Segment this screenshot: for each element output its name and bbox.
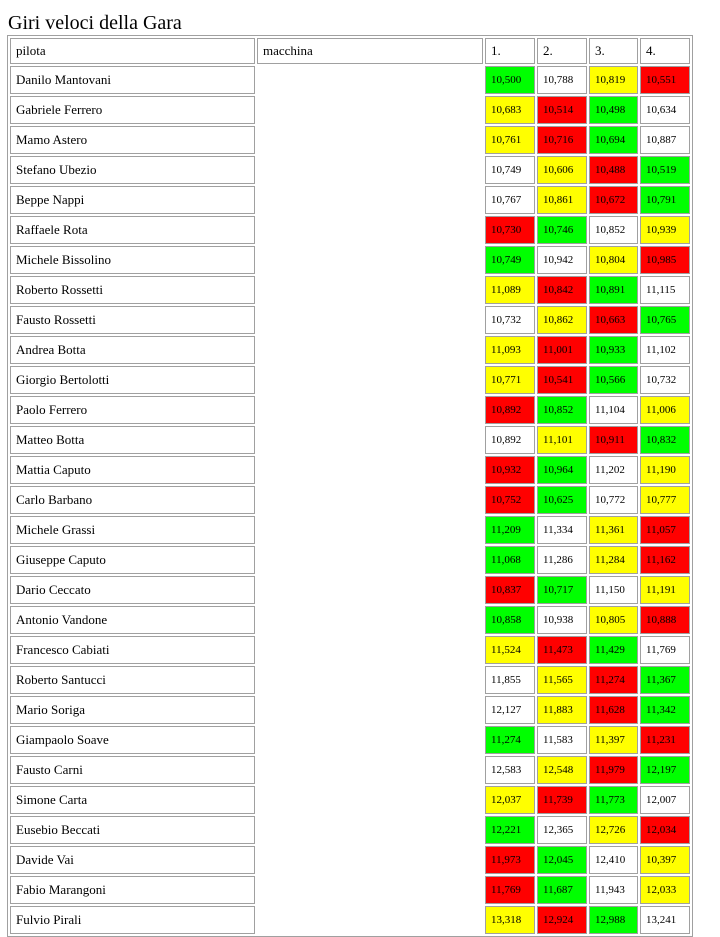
lap-time-2: 10,862 (537, 306, 587, 334)
header-macchina: macchina (257, 38, 483, 64)
driver-name: Fabio Marangoni (10, 876, 255, 904)
lap-time-1: 10,752 (485, 486, 535, 514)
lap-time-3: 11,943 (589, 876, 638, 904)
lap-time-3: 10,566 (589, 366, 638, 394)
car-cell (257, 156, 483, 184)
lap-time-3: 10,891 (589, 276, 638, 304)
lap-time-4: 10,985 (640, 246, 690, 274)
car-cell (257, 366, 483, 394)
lap-time-4: 10,732 (640, 366, 690, 394)
driver-name: Stefano Ubezio (10, 156, 255, 184)
lap-time-1: 10,858 (485, 606, 535, 634)
lap-time-2: 10,964 (537, 456, 587, 484)
lap-time-3: 10,819 (589, 66, 638, 94)
lap-time-1: 11,089 (485, 276, 535, 304)
table-row (10, 306, 690, 334)
lap-time-4: 10,397 (640, 846, 690, 874)
lap-time-1: 11,973 (485, 846, 535, 874)
lap-time-2: 12,924 (537, 906, 587, 934)
lap-time-1: 11,068 (485, 546, 535, 574)
driver-name: Simone Carta (10, 786, 255, 814)
lap-time-1: 10,767 (485, 186, 535, 214)
car-cell (257, 246, 483, 274)
car-cell (257, 696, 483, 724)
car-cell (257, 216, 483, 244)
lap-time-3: 11,274 (589, 666, 638, 694)
lap-time-2: 10,716 (537, 126, 587, 154)
car-cell (257, 636, 483, 664)
driver-name: Giuseppe Caputo (10, 546, 255, 574)
driver-name: Antonio Vandone (10, 606, 255, 634)
driver-name: Giorgio Bertolotti (10, 366, 255, 394)
lap-time-4: 10,832 (640, 426, 690, 454)
lap-time-4: 13,241 (640, 906, 690, 934)
header-lap-4: 4. (640, 38, 690, 64)
car-cell (257, 426, 483, 454)
table-row (10, 156, 690, 184)
lap-time-1: 10,683 (485, 96, 535, 124)
table-row (10, 486, 690, 514)
lap-time-4: 11,769 (640, 636, 690, 664)
lap-time-1: 10,732 (485, 306, 535, 334)
lap-time-2: 12,365 (537, 816, 587, 844)
table-row (10, 696, 690, 724)
lap-time-4: 12,033 (640, 876, 690, 904)
lap-time-3: 10,772 (589, 486, 638, 514)
lap-time-4: 10,519 (640, 156, 690, 184)
lap-time-1: 11,855 (485, 666, 535, 694)
lap-time-3: 11,104 (589, 396, 638, 424)
car-cell (257, 516, 483, 544)
lap-time-2: 11,583 (537, 726, 587, 754)
table-row (10, 246, 690, 274)
driver-name: Fausto Rossetti (10, 306, 255, 334)
table-row (10, 786, 690, 814)
lap-time-4: 10,777 (640, 486, 690, 514)
lap-time-2: 12,548 (537, 756, 587, 784)
lap-time-4: 10,887 (640, 126, 690, 154)
car-cell (257, 666, 483, 694)
lap-time-2: 10,942 (537, 246, 587, 274)
car-cell (257, 816, 483, 844)
header-lap-2: 2. (537, 38, 587, 64)
lap-time-4: 12,007 (640, 786, 690, 814)
car-cell (257, 546, 483, 574)
lap-time-4: 11,115 (640, 276, 690, 304)
lap-time-1: 11,524 (485, 636, 535, 664)
lap-time-1: 12,221 (485, 816, 535, 844)
driver-name: Danilo Mantovani (10, 66, 255, 94)
driver-name: Paolo Ferrero (10, 396, 255, 424)
lap-time-1: 12,037 (485, 786, 535, 814)
lap-time-3: 11,628 (589, 696, 638, 724)
lap-time-3: 10,805 (589, 606, 638, 634)
lap-time-2: 11,286 (537, 546, 587, 574)
lap-time-2: 12,045 (537, 846, 587, 874)
driver-name: Raffaele Rota (10, 216, 255, 244)
driver-name: Beppe Nappi (10, 186, 255, 214)
lap-time-2: 11,001 (537, 336, 587, 364)
lap-time-1: 10,932 (485, 456, 535, 484)
lap-time-1: 11,093 (485, 336, 535, 364)
lap-time-2: 10,938 (537, 606, 587, 634)
table-row (10, 96, 690, 124)
table-row (10, 846, 690, 874)
header-row (10, 38, 690, 64)
lap-time-2: 11,565 (537, 666, 587, 694)
lap-time-4: 12,197 (640, 756, 690, 784)
lap-time-3: 11,284 (589, 546, 638, 574)
car-cell (257, 576, 483, 604)
lap-time-3: 10,694 (589, 126, 638, 154)
lap-time-2: 10,842 (537, 276, 587, 304)
table-row (10, 456, 690, 484)
driver-name: Gabriele Ferrero (10, 96, 255, 124)
lap-time-2: 10,861 (537, 186, 587, 214)
lap-time-3: 11,773 (589, 786, 638, 814)
driver-name: Fausto Carni (10, 756, 255, 784)
lap-time-2: 10,625 (537, 486, 587, 514)
lap-time-4: 10,765 (640, 306, 690, 334)
lap-time-2: 10,606 (537, 156, 587, 184)
lap-time-2: 10,514 (537, 96, 587, 124)
table-row (10, 516, 690, 544)
car-cell (257, 186, 483, 214)
table-row (10, 126, 690, 154)
lap-time-2: 11,883 (537, 696, 587, 724)
lap-time-4: 12,034 (640, 816, 690, 844)
lap-time-1: 11,209 (485, 516, 535, 544)
lap-time-4: 10,791 (640, 186, 690, 214)
driver-name: Andrea Botta (10, 336, 255, 364)
car-cell (257, 66, 483, 94)
table-row (10, 756, 690, 784)
lap-time-1: 13,318 (485, 906, 535, 934)
car-cell (257, 306, 483, 334)
lap-time-2: 10,788 (537, 66, 587, 94)
lap-time-3: 12,726 (589, 816, 638, 844)
lap-time-2: 11,473 (537, 636, 587, 664)
lap-time-1: 10,892 (485, 396, 535, 424)
table-body (10, 38, 690, 934)
car-cell (257, 96, 483, 124)
lap-time-3: 10,672 (589, 186, 638, 214)
table-row (10, 66, 690, 94)
lap-time-3: 10,498 (589, 96, 638, 124)
lap-time-2: 11,687 (537, 876, 587, 904)
table-row (10, 606, 690, 634)
lap-time-1: 10,730 (485, 216, 535, 244)
table-row (10, 906, 690, 934)
header-pilota: pilota (10, 38, 255, 64)
driver-name: Roberto Rossetti (10, 276, 255, 304)
lap-time-2: 11,101 (537, 426, 587, 454)
lap-time-3: 10,804 (589, 246, 638, 274)
driver-name: Dario Ceccato (10, 576, 255, 604)
lap-time-2: 10,852 (537, 396, 587, 424)
table-row (10, 396, 690, 424)
driver-name: Giampaolo Soave (10, 726, 255, 754)
lap-time-1: 10,749 (485, 156, 535, 184)
lap-time-3: 11,397 (589, 726, 638, 754)
table-row (10, 276, 690, 304)
lap-time-3: 10,911 (589, 426, 638, 454)
lap-time-1: 12,583 (485, 756, 535, 784)
table-row (10, 576, 690, 604)
table-row (10, 216, 690, 244)
lap-time-4: 10,634 (640, 96, 690, 124)
table-row (10, 636, 690, 664)
driver-name: Roberto Santucci (10, 666, 255, 694)
car-cell (257, 456, 483, 484)
lap-time-4: 10,551 (640, 66, 690, 94)
lap-time-1: 10,892 (485, 426, 535, 454)
lap-time-1: 10,771 (485, 366, 535, 394)
table-row (10, 876, 690, 904)
table-row (10, 816, 690, 844)
driver-name: Mario Soriga (10, 696, 255, 724)
lap-time-2: 11,334 (537, 516, 587, 544)
lap-time-3: 11,979 (589, 756, 638, 784)
lap-time-3: 11,429 (589, 636, 638, 664)
lap-time-3: 11,150 (589, 576, 638, 604)
lap-time-4: 11,162 (640, 546, 690, 574)
lap-time-3: 10,852 (589, 216, 638, 244)
lap-time-3: 10,663 (589, 306, 638, 334)
lap-time-4: 11,367 (640, 666, 690, 694)
driver-name: Fulvio Pirali (10, 906, 255, 934)
car-cell (257, 876, 483, 904)
page-title: Giri veloci della Gara (8, 12, 182, 34)
lap-time-4: 10,939 (640, 216, 690, 244)
table-row (10, 666, 690, 694)
lap-time-4: 11,006 (640, 396, 690, 424)
lap-time-2: 10,746 (537, 216, 587, 244)
lap-time-1: 10,837 (485, 576, 535, 604)
table-row (10, 726, 690, 754)
car-cell (257, 786, 483, 814)
car-cell (257, 336, 483, 364)
lap-time-4: 11,191 (640, 576, 690, 604)
lap-time-3: 10,933 (589, 336, 638, 364)
lap-time-1: 10,749 (485, 246, 535, 274)
lap-time-4: 11,342 (640, 696, 690, 724)
car-cell (257, 486, 483, 514)
lap-time-4: 11,057 (640, 516, 690, 544)
car-cell (257, 606, 483, 634)
lap-time-1: 10,761 (485, 126, 535, 154)
car-cell (257, 846, 483, 874)
car-cell (257, 756, 483, 784)
lap-time-1: 12,127 (485, 696, 535, 724)
lap-time-1: 10,500 (485, 66, 535, 94)
driver-name: Michele Bissolino (10, 246, 255, 274)
lap-time-4: 11,231 (640, 726, 690, 754)
fast-laps-table (7, 35, 693, 937)
lap-time-3: 12,410 (589, 846, 638, 874)
lap-time-2: 10,541 (537, 366, 587, 394)
car-cell (257, 906, 483, 934)
driver-name: Matteo Botta (10, 426, 255, 454)
lap-time-4: 10,888 (640, 606, 690, 634)
car-cell (257, 726, 483, 754)
car-cell (257, 396, 483, 424)
car-cell (257, 126, 483, 154)
header-lap-3: 3. (589, 38, 638, 64)
lap-time-1: 11,274 (485, 726, 535, 754)
lap-time-3: 10,488 (589, 156, 638, 184)
header-lap-1: 1. (485, 38, 535, 64)
driver-name: Michele Grassi (10, 516, 255, 544)
table-row (10, 336, 690, 364)
car-cell (257, 276, 483, 304)
driver-name: Eusebio Beccati (10, 816, 255, 844)
driver-name: Francesco Cabiati (10, 636, 255, 664)
lap-time-4: 11,102 (640, 336, 690, 364)
lap-time-4: 11,190 (640, 456, 690, 484)
driver-name: Davide Vai (10, 846, 255, 874)
lap-time-2: 10,717 (537, 576, 587, 604)
lap-time-2: 11,739 (537, 786, 587, 814)
lap-time-3: 12,988 (589, 906, 638, 934)
table-row (10, 186, 690, 214)
lap-time-3: 11,361 (589, 516, 638, 544)
driver-name: Mamo Astero (10, 126, 255, 154)
driver-name: Carlo Barbano (10, 486, 255, 514)
table-row (10, 426, 690, 454)
driver-name: Mattia Caputo (10, 456, 255, 484)
table-row (10, 546, 690, 574)
lap-time-1: 11,769 (485, 876, 535, 904)
lap-time-3: 11,202 (589, 456, 638, 484)
table-row (10, 366, 690, 394)
